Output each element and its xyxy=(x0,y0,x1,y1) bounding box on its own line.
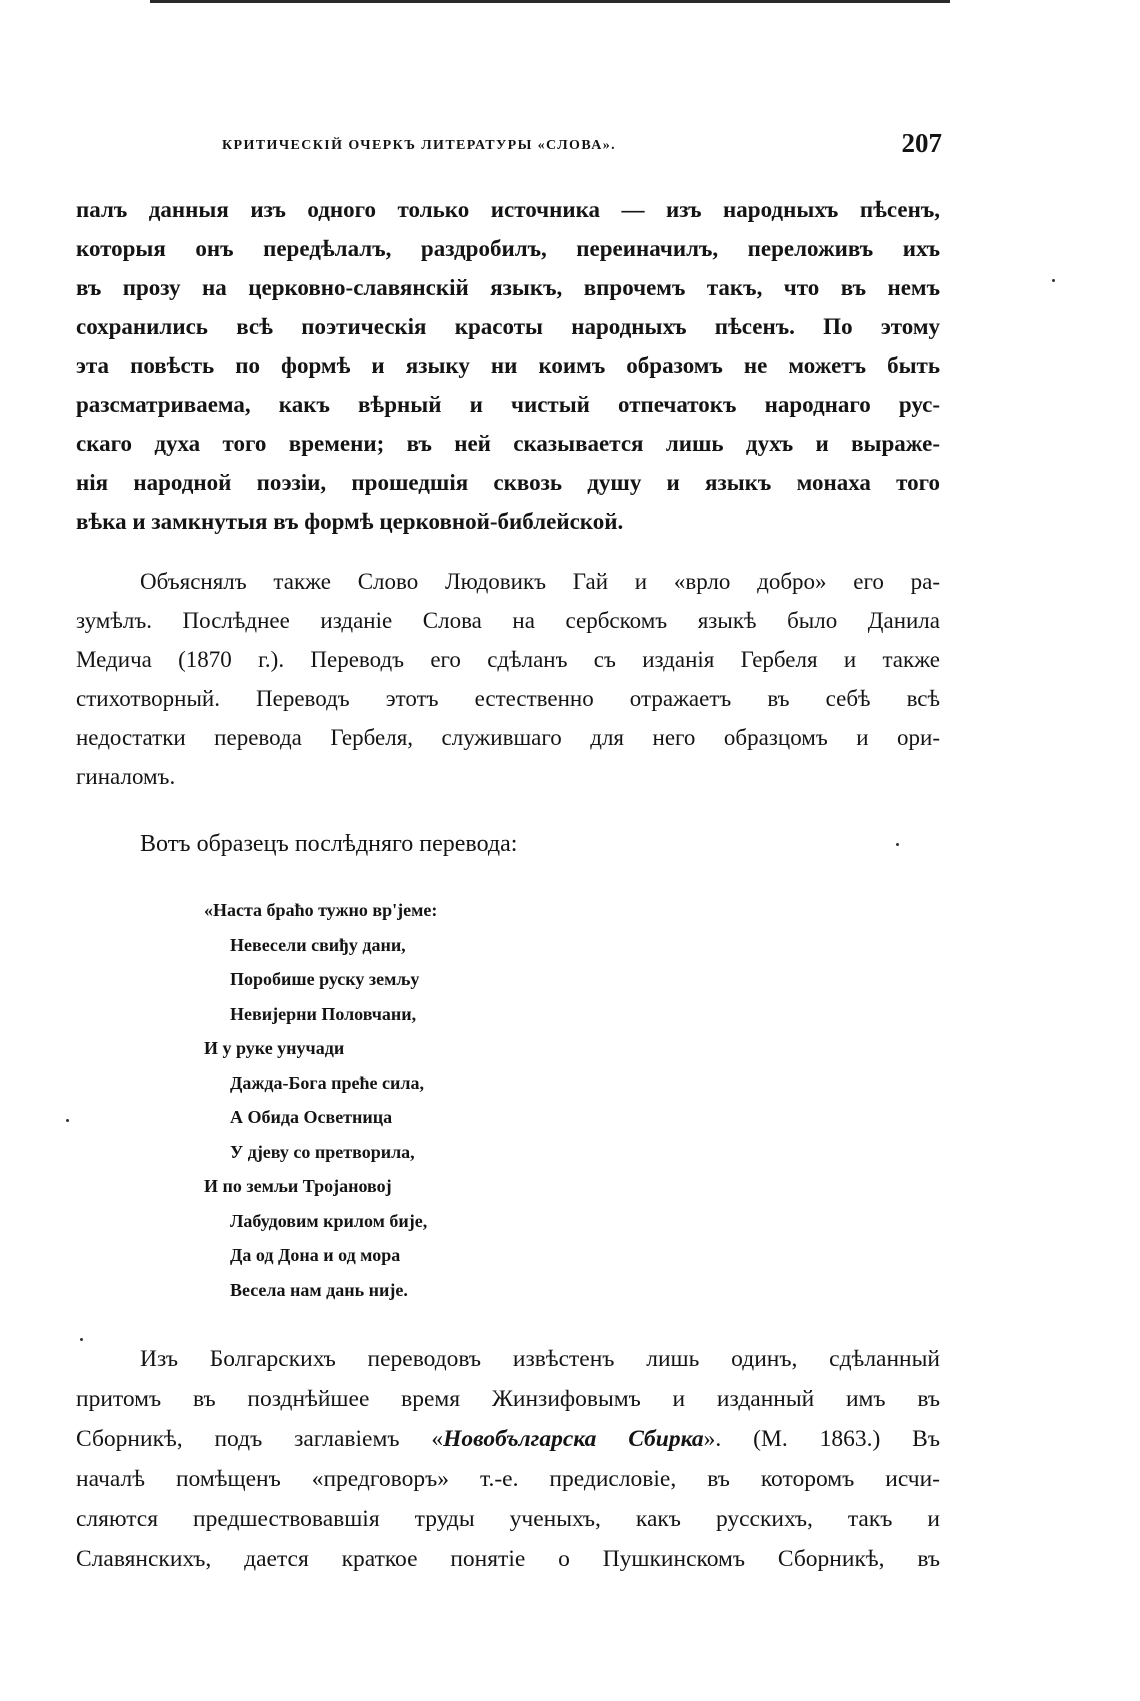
verse-block xyxy=(204,893,437,1307)
text-fragment: Сборникѣ, подъ заглавіемъ « xyxy=(76,1426,444,1452)
paragraph-1 xyxy=(76,190,940,541)
text-line: скаго духа того времени; въ ней сказывается лишь духъ и выраже- xyxy=(76,431,940,456)
verse-line: Весела нам дань није. xyxy=(230,1279,408,1300)
text-line: стихотворный. Переводъ этотъ естественно отражаетъ въ себѣ всѣ xyxy=(76,686,940,711)
speck xyxy=(66,1119,69,1122)
speck xyxy=(1052,279,1055,282)
text-line: разсматриваема, какъ вѣрный и чистый отпечатокъ народнаго рус- xyxy=(76,392,940,417)
verse-line: «Наста браћо тужно вр'јеме: xyxy=(204,900,438,920)
text-line: которыя онъ передѣлалъ, раздробилъ, переиначилъ, переложивъ ихъ xyxy=(76,236,940,261)
page-header xyxy=(222,128,942,168)
text-line: зумѣлъ. Послѣднее изданіе Слова на сербскомъ языкѣ было Данила xyxy=(76,608,940,633)
paragraph-2 xyxy=(76,562,940,796)
page-number: 207 xyxy=(901,128,942,158)
text-line: недостатки перевода Гербеля, служившаго для него образцомъ и ори- xyxy=(76,725,940,750)
text-line: Славянскихъ, дается краткое понятіе о Пушкинскомъ Сборникѣ, въ xyxy=(76,1546,940,1572)
text-line: Объяснялъ также Слово Людовикъ Гай и «врло добро» его ра- xyxy=(140,569,940,594)
text-line: Изъ Болгарскихъ переводовъ извѣстенъ лишь одинъ, сдѣланный xyxy=(140,1346,940,1372)
text-line: сляются предшествовавшія труды ученыхъ, какъ русскихъ, такъ и xyxy=(76,1506,940,1532)
verse-line: Невесели свиђу дани, xyxy=(230,934,406,955)
text-line: Медича (1870 г.). Переводъ его сдѣланъ съ изданія Гербеля и также xyxy=(76,647,940,672)
text-line: вѣка и замкнутыя въ формѣ церковной-библейской. xyxy=(76,509,624,534)
verse-line: Дажда-Бога преће сила, xyxy=(230,1072,424,1093)
book-title: Новобългарска Сбирка xyxy=(443,1426,704,1452)
verse-line: Невијерни Половчани, xyxy=(230,1003,417,1024)
verse-line: И у руке унучади xyxy=(204,1038,345,1058)
text-line: гиналомъ. xyxy=(76,764,176,789)
verse-line: И по земљи Трojановој xyxy=(204,1176,392,1196)
verse-line: Поробише руску земљу xyxy=(230,969,420,989)
text-line xyxy=(76,1419,940,1459)
text-line: нія народной поэзіи, прошедшія сквозь душу и языкъ монаха того xyxy=(76,470,940,495)
text-line: началѣ помѣщенъ «предговоръ» т.-е. предисловіе, въ которомъ исчи- xyxy=(76,1466,940,1492)
verse-line: Лабудовим крилом бије, xyxy=(230,1210,428,1231)
verse-line: Да од Дона и од мора xyxy=(230,1245,401,1265)
text-line: палъ данныя изъ одного только источника — изъ народныхъ пѣсенъ, xyxy=(76,197,940,222)
text-line: въ прозу на церковно-славянскій языкъ, впрочемъ такъ, что въ немъ xyxy=(76,275,940,300)
text-line: притомъ въ позднѣйшее время Жинзифовымъ и изданный имъ въ xyxy=(76,1386,940,1412)
verse-line: А Обида Осветница xyxy=(230,1107,393,1127)
verse-intro: Вотъ образецъ послѣдняго перевода: xyxy=(140,831,518,857)
running-head: КРИТИЧЕСКІЙ ОЧЕРКЪ ЛИТЕРАТУРЫ «СЛОВА». xyxy=(222,138,616,153)
top-rule xyxy=(150,0,950,3)
text-fragment: ». (М. 1863.) Въ xyxy=(703,1426,940,1452)
text-line: эта повѣсть по формѣ и языку ни коимъ образомъ не можетъ быть xyxy=(76,353,940,378)
speck xyxy=(80,1338,83,1341)
text-line: сохранились всѣ поэтическія красоты народныхъ пѣсенъ. По этому xyxy=(76,314,940,339)
verse-line: У дјеву со претворила, xyxy=(230,1141,415,1162)
paragraph-3 xyxy=(76,1339,940,1579)
speck xyxy=(896,843,899,846)
